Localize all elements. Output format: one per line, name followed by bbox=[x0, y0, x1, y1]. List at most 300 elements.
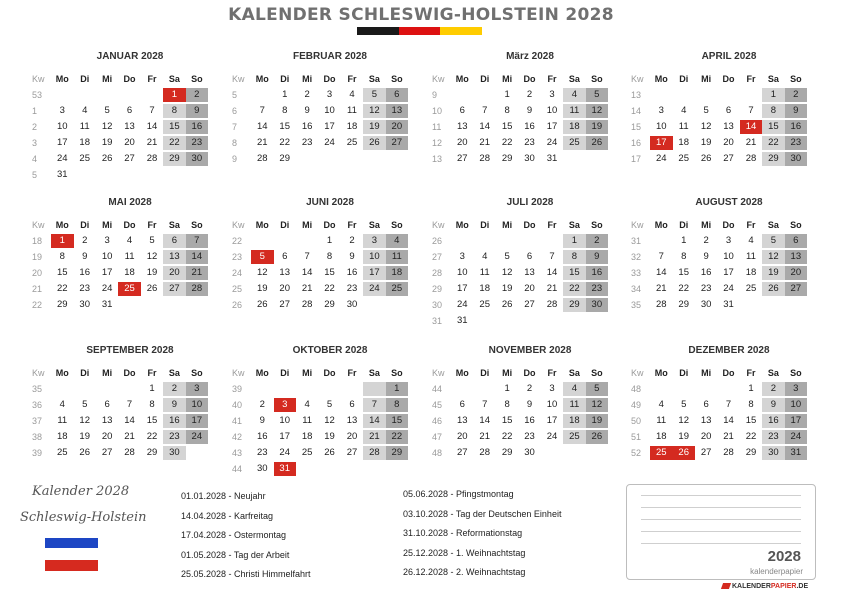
week-row bbox=[627, 119, 807, 135]
day-cell: 14 bbox=[124, 415, 135, 426]
day-cell: 3 bbox=[549, 383, 555, 394]
day-cell: 22 bbox=[279, 137, 290, 148]
week-number: 10 bbox=[432, 106, 443, 116]
day-cell: 29 bbox=[386, 446, 408, 460]
day-cell: 27 bbox=[524, 299, 535, 310]
day-cell: 11 bbox=[124, 251, 135, 262]
week-number: 8 bbox=[232, 138, 238, 148]
empty-day-cell bbox=[51, 382, 73, 396]
day-cell: 5 bbox=[703, 105, 709, 116]
weekday-header: So bbox=[191, 220, 203, 230]
week-row bbox=[28, 397, 208, 413]
day-cell: 30 bbox=[524, 153, 535, 164]
day-cell: 3 bbox=[459, 251, 465, 262]
empty-day-cell bbox=[363, 462, 385, 476]
weekday-header: So bbox=[591, 74, 603, 84]
day-cell: 24 bbox=[363, 282, 385, 296]
day-cell: 27 bbox=[101, 447, 113, 458]
day-cell: 30 bbox=[346, 299, 358, 310]
day-cell: 9 bbox=[349, 251, 355, 262]
weekday-header: Mo bbox=[455, 368, 469, 378]
week-number: 33 bbox=[631, 268, 642, 278]
empty-day-cell bbox=[650, 382, 672, 396]
month-name: JUNI 2028 bbox=[306, 197, 354, 208]
week-number: 38 bbox=[32, 432, 43, 442]
empty-day-cell bbox=[74, 88, 96, 102]
empty-day-cell bbox=[141, 298, 163, 312]
weekday-header: Sa bbox=[767, 220, 779, 230]
month-block bbox=[627, 344, 807, 461]
day-cell: 1 bbox=[504, 89, 510, 100]
day-cell: 9 bbox=[186, 104, 208, 118]
month-name: NOVEMBER 2028 bbox=[488, 345, 572, 356]
month-block bbox=[627, 50, 807, 167]
week-number: 34 bbox=[631, 284, 642, 294]
month-name: OKTOBER 2028 bbox=[292, 345, 368, 356]
empty-day-cell bbox=[474, 382, 496, 396]
empty-day-cell bbox=[96, 382, 118, 396]
day-cell: 26 bbox=[700, 153, 712, 164]
day-cell: 13 bbox=[386, 104, 408, 118]
week-number: 48 bbox=[631, 384, 642, 394]
day-cell: 21 bbox=[546, 283, 558, 294]
weekday-header: So bbox=[591, 220, 603, 230]
holiday-entry: 01.01.2028 - Neujahr bbox=[181, 491, 266, 501]
weekday-header: Di bbox=[679, 220, 689, 230]
day-cell: 7 bbox=[304, 251, 310, 262]
kw-header: Kw bbox=[232, 368, 245, 378]
week-row bbox=[228, 413, 408, 429]
site-logo bbox=[722, 583, 808, 590]
weekday-header: Do bbox=[523, 74, 536, 84]
day-cell: 26 bbox=[146, 283, 158, 294]
day-cell: 11 bbox=[656, 415, 667, 426]
week-number: 14 bbox=[631, 106, 642, 116]
weekday-header: So bbox=[391, 220, 403, 230]
day-cell: 25 bbox=[479, 299, 490, 310]
day-cell: 26 bbox=[586, 136, 608, 150]
day-cell: 24 bbox=[57, 153, 68, 164]
day-cell: 8 bbox=[59, 251, 65, 262]
empty-day-cell bbox=[318, 382, 340, 396]
day-cell: 30 bbox=[163, 446, 185, 460]
day-cell: 16 bbox=[186, 120, 208, 134]
day-cell: 3 bbox=[658, 105, 664, 116]
day-cell: 6 bbox=[104, 399, 110, 410]
day-cell: 18 bbox=[656, 431, 667, 442]
empty-day-cell bbox=[650, 234, 672, 248]
day-cell: 9 bbox=[526, 105, 533, 116]
day-cell: 5 bbox=[149, 235, 155, 246]
day-cell: 2 bbox=[703, 235, 709, 246]
day-cell: 25 bbox=[563, 430, 585, 444]
day-cell: 4 bbox=[482, 251, 488, 262]
weekday-header: Mi bbox=[701, 368, 712, 378]
day-cell: 24 bbox=[785, 430, 807, 444]
day-cell: 2 bbox=[304, 89, 310, 100]
day-cell: 25 bbox=[301, 447, 313, 458]
day-cell: 20 bbox=[163, 266, 185, 280]
day-cell: 16 bbox=[257, 431, 268, 442]
day-cell: 7 bbox=[186, 234, 208, 248]
week-row bbox=[28, 119, 208, 135]
week-row bbox=[428, 151, 608, 167]
week-number: 36 bbox=[32, 400, 43, 410]
month-name: FEBRUAR 2028 bbox=[293, 51, 367, 62]
week-number: 13 bbox=[432, 154, 443, 164]
day-cell: 2 bbox=[186, 88, 208, 102]
weekday-header: Fr bbox=[547, 368, 557, 378]
day-cell: 11 bbox=[479, 267, 490, 278]
week-row bbox=[228, 297, 408, 313]
week-number: 21 bbox=[32, 284, 43, 294]
weekday-header: Mi bbox=[701, 74, 712, 84]
empty-day-cell bbox=[386, 298, 408, 312]
day-cell: 3 bbox=[104, 235, 110, 246]
empty-day-cell bbox=[474, 234, 496, 248]
day-cell: 6 bbox=[282, 251, 288, 262]
day-cell: 26 bbox=[673, 446, 695, 460]
day-cell: 21 bbox=[479, 137, 490, 148]
day-cell: 5 bbox=[586, 382, 608, 396]
empty-day-cell bbox=[586, 152, 608, 166]
weekday-header: Mo bbox=[654, 220, 668, 230]
week-number: 39 bbox=[32, 448, 43, 458]
day-cell: 25 bbox=[650, 446, 672, 460]
week-number: 41 bbox=[232, 416, 243, 426]
week-number: 51 bbox=[631, 432, 642, 442]
week-number: 30 bbox=[432, 300, 443, 310]
week-row bbox=[627, 151, 807, 167]
empty-day-cell bbox=[586, 446, 608, 460]
kw-header: Kw bbox=[432, 220, 445, 230]
week-number: 2 bbox=[32, 122, 38, 132]
weekday-header: Mo bbox=[255, 368, 269, 378]
day-cell: 22 bbox=[762, 136, 784, 150]
day-cell: 11 bbox=[302, 415, 313, 426]
week-row bbox=[28, 413, 208, 429]
day-cell: 9 bbox=[82, 251, 88, 262]
day-cell: 17 bbox=[546, 121, 558, 132]
day-cell: 30 bbox=[762, 446, 784, 460]
week-row bbox=[428, 281, 608, 297]
day-cell: 7 bbox=[259, 105, 265, 116]
day-cell: 4 bbox=[349, 89, 355, 100]
holiday-entry: 01.05.2028 - Tag der Arbeit bbox=[181, 549, 290, 560]
day-cell: 14 bbox=[723, 415, 734, 426]
empty-day-cell bbox=[762, 298, 784, 312]
day-cell: 21 bbox=[745, 137, 757, 148]
weekday-header: Sa bbox=[168, 220, 180, 230]
day-cell: 24 bbox=[186, 430, 208, 444]
day-cell: 7 bbox=[149, 105, 155, 116]
week-row bbox=[28, 297, 208, 313]
day-cell: 14 bbox=[546, 267, 558, 278]
day-cell: 25 bbox=[57, 447, 68, 458]
weekday-header: So bbox=[591, 368, 603, 378]
empty-day-cell bbox=[474, 88, 496, 102]
empty-day-cell bbox=[341, 152, 363, 166]
day-cell: 21 bbox=[656, 283, 667, 294]
day-cell: 1 bbox=[282, 89, 288, 100]
day-cell: 13 bbox=[163, 250, 185, 264]
day-cell: 14 bbox=[186, 250, 208, 264]
day-cell: 11 bbox=[386, 250, 408, 264]
empty-day-cell bbox=[474, 314, 496, 328]
day-cell: 1 bbox=[149, 383, 155, 394]
day-cell: 31 bbox=[723, 299, 734, 310]
site-part2: PAPIER bbox=[770, 583, 797, 590]
week-row bbox=[627, 413, 807, 429]
empty-day-cell bbox=[695, 382, 717, 396]
weekday-header: So bbox=[790, 220, 802, 230]
weekday-header: Do bbox=[323, 220, 336, 230]
day-cell: 4 bbox=[59, 399, 65, 410]
day-cell: 28 bbox=[363, 446, 385, 460]
week-row bbox=[28, 167, 208, 183]
day-cell: 18 bbox=[678, 137, 689, 148]
week-number: 45 bbox=[432, 400, 443, 410]
weekday-header: Mo bbox=[455, 220, 469, 230]
week-number: 9 bbox=[232, 154, 238, 164]
empty-day-cell bbox=[695, 88, 717, 102]
week-row bbox=[627, 429, 807, 445]
week-row bbox=[28, 265, 208, 281]
week-number: 31 bbox=[631, 236, 642, 246]
week-row bbox=[428, 233, 608, 249]
weekday-header: Do bbox=[123, 74, 136, 84]
day-cell: 2 bbox=[163, 382, 185, 396]
day-cell: 8 bbox=[681, 251, 687, 262]
day-cell: 4 bbox=[126, 235, 133, 246]
day-cell: 31 bbox=[457, 315, 468, 326]
week-number: 20 bbox=[32, 268, 43, 278]
week-number: 42 bbox=[232, 432, 243, 442]
day-cell: 7 bbox=[549, 251, 555, 262]
weekday-header: Fr bbox=[746, 368, 756, 378]
day-cell: 9 bbox=[703, 251, 709, 262]
day-cell: 4 bbox=[82, 105, 88, 116]
day-cell: 6 bbox=[349, 399, 355, 410]
day-cell: 11 bbox=[347, 105, 357, 116]
day-cell: 14 bbox=[363, 414, 385, 428]
day-cell: 15 bbox=[501, 415, 513, 426]
holiday-entry: 25.05.2028 - Christi Himmelfahrt bbox=[181, 569, 311, 579]
notes-brand: kalenderpapier bbox=[750, 567, 803, 576]
month-name: APRIL 2028 bbox=[701, 51, 757, 62]
empty-day-cell bbox=[518, 314, 540, 328]
day-cell: 27 bbox=[124, 153, 135, 164]
day-cell: 18 bbox=[745, 267, 757, 278]
week-row bbox=[228, 461, 408, 477]
day-cell: 16 bbox=[163, 414, 185, 428]
kw-header: Kw bbox=[631, 220, 644, 230]
weekday-header: Di bbox=[480, 220, 490, 230]
day-cell: 21 bbox=[146, 137, 158, 148]
day-cell: 19 bbox=[586, 120, 608, 134]
day-cell: 14 bbox=[479, 415, 490, 426]
empty-day-cell bbox=[118, 298, 140, 312]
week-number: 29 bbox=[432, 284, 443, 294]
day-cell: 5 bbox=[251, 250, 273, 264]
day-cell: 29 bbox=[501, 153, 513, 164]
empty-day-cell bbox=[296, 382, 318, 396]
day-cell: 13 bbox=[346, 415, 358, 426]
day-cell: 28 bbox=[301, 299, 313, 310]
day-cell: 20 bbox=[700, 431, 712, 442]
holiday-entry: 31.10.2028 - Reformationstag bbox=[403, 528, 523, 538]
day-cell: 16 bbox=[762, 414, 784, 428]
week-row bbox=[28, 445, 208, 461]
day-cell: 27 bbox=[346, 447, 358, 458]
week-row bbox=[428, 313, 608, 329]
empty-day-cell bbox=[341, 382, 363, 396]
day-cell: 10 bbox=[656, 121, 667, 132]
subtitle-line1: Kalender 2028 bbox=[32, 484, 130, 499]
notes-year: 2028 bbox=[767, 548, 801, 565]
day-cell: 7 bbox=[126, 399, 133, 410]
week-number: 31 bbox=[432, 316, 443, 326]
day-cell: 18 bbox=[124, 267, 135, 278]
day-cell: 12 bbox=[363, 104, 385, 118]
day-cell: 13 bbox=[101, 415, 113, 426]
day-cell: 16 bbox=[586, 266, 608, 280]
month-block bbox=[28, 50, 208, 183]
day-cell: 7 bbox=[482, 105, 488, 116]
week-number: 9 bbox=[432, 90, 438, 100]
weekday-header: Do bbox=[722, 74, 735, 84]
day-cell: 28 bbox=[146, 153, 158, 164]
day-cell: 31 bbox=[546, 153, 558, 164]
week-number: 15 bbox=[631, 122, 642, 132]
empty-day-cell bbox=[451, 88, 473, 102]
day-cell: 21 bbox=[301, 283, 313, 294]
day-cell: 10 bbox=[363, 250, 385, 264]
day-cell: 29 bbox=[57, 299, 68, 310]
day-cell: 25 bbox=[386, 282, 408, 296]
weekday-header: So bbox=[790, 368, 802, 378]
week-number: 25 bbox=[232, 284, 243, 294]
day-cell: 9 bbox=[785, 104, 807, 118]
weekday-header: Do bbox=[722, 368, 735, 378]
holiday-entry: 25.12.2028 - 1. Weihnachtstag bbox=[403, 547, 526, 558]
week-row bbox=[428, 445, 608, 461]
day-cell: 23 bbox=[163, 430, 185, 444]
week-number: 7 bbox=[232, 122, 238, 132]
empty-day-cell bbox=[274, 382, 296, 396]
day-cell: 31 bbox=[101, 299, 113, 310]
week-row bbox=[627, 265, 807, 281]
empty-day-cell bbox=[717, 382, 739, 396]
weekday-header: Sa bbox=[368, 368, 380, 378]
week-row bbox=[228, 381, 408, 397]
day-cell: 14 bbox=[257, 121, 268, 132]
day-cell: 19 bbox=[363, 120, 385, 134]
day-cell: 27 bbox=[163, 282, 185, 296]
empty-day-cell bbox=[74, 168, 96, 182]
day-cell: 21 bbox=[363, 430, 385, 444]
empty-day-cell bbox=[251, 88, 273, 102]
week-row bbox=[428, 413, 608, 429]
day-cell: 4 bbox=[658, 399, 664, 410]
day-cell: 23 bbox=[700, 283, 712, 294]
empty-day-cell bbox=[163, 298, 185, 312]
month-block bbox=[428, 50, 608, 167]
day-cell: 5 bbox=[762, 234, 784, 248]
day-cell: 26 bbox=[324, 447, 335, 458]
day-cell: 23 bbox=[257, 447, 268, 458]
day-cell: 22 bbox=[501, 137, 513, 148]
empty-day-cell bbox=[186, 446, 208, 460]
weekday-header: Fr bbox=[347, 368, 357, 378]
weekday-header: Mo bbox=[255, 74, 269, 84]
week-number: 48 bbox=[432, 448, 443, 458]
day-cell: 16 bbox=[785, 120, 807, 134]
day-cell: 9 bbox=[259, 415, 265, 426]
day-cell: 15 bbox=[163, 120, 185, 134]
empty-day-cell bbox=[496, 234, 518, 248]
day-cell: 28 bbox=[745, 153, 757, 164]
day-cell: 27 bbox=[723, 153, 734, 164]
day-cell: 18 bbox=[386, 266, 408, 280]
empty-day-cell bbox=[650, 88, 672, 102]
day-cell: 29 bbox=[745, 447, 757, 458]
day-cell: 24 bbox=[546, 137, 558, 148]
page-title: KALENDER SCHLESWIG-HOLSTEIN 2028 bbox=[228, 5, 614, 25]
day-cell: 27 bbox=[386, 136, 408, 150]
day-cell: 17 bbox=[457, 283, 468, 294]
day-cell: 13 bbox=[124, 121, 135, 132]
weekday-header: Fr bbox=[746, 220, 756, 230]
week-row bbox=[428, 265, 608, 281]
day-cell: 25 bbox=[79, 153, 90, 164]
day-cell: 4 bbox=[681, 105, 687, 116]
day-cell: 26 bbox=[257, 299, 268, 310]
week-number: 11 bbox=[432, 122, 442, 132]
day-cell: 13 bbox=[457, 415, 468, 426]
week-row bbox=[228, 151, 408, 167]
day-cell: 17 bbox=[546, 415, 558, 426]
day-cell: 22 bbox=[146, 431, 158, 442]
day-cell: 17 bbox=[101, 267, 113, 278]
day-cell: 18 bbox=[563, 120, 585, 134]
day-cell: 3 bbox=[274, 398, 296, 412]
day-cell: 23 bbox=[346, 283, 358, 294]
day-cell: 13 bbox=[700, 415, 712, 426]
day-cell: 24 bbox=[656, 153, 667, 164]
weekday-header: Do bbox=[323, 74, 336, 84]
day-cell: 30 bbox=[257, 463, 268, 474]
month-block bbox=[228, 344, 408, 477]
week-number: 24 bbox=[232, 268, 243, 278]
day-cell: 26 bbox=[363, 136, 385, 150]
day-cell: 20 bbox=[386, 120, 408, 134]
day-cell: 25 bbox=[118, 282, 140, 296]
kw-header: Kw bbox=[32, 368, 45, 378]
day-cell: 19 bbox=[762, 266, 784, 280]
weekday-header: Do bbox=[523, 368, 536, 378]
day-cell: 10 bbox=[101, 251, 113, 262]
day-cell: 12 bbox=[586, 398, 608, 412]
day-cell: 13 bbox=[723, 121, 734, 132]
day-cell: 15 bbox=[501, 121, 513, 132]
day-cell: 28 bbox=[656, 299, 667, 310]
day-cell: 22 bbox=[57, 283, 68, 294]
day-cell: 9 bbox=[163, 398, 185, 412]
day-cell: 28 bbox=[257, 153, 268, 164]
day-cell: 5 bbox=[681, 399, 687, 410]
day-cell: 17 bbox=[723, 267, 734, 278]
